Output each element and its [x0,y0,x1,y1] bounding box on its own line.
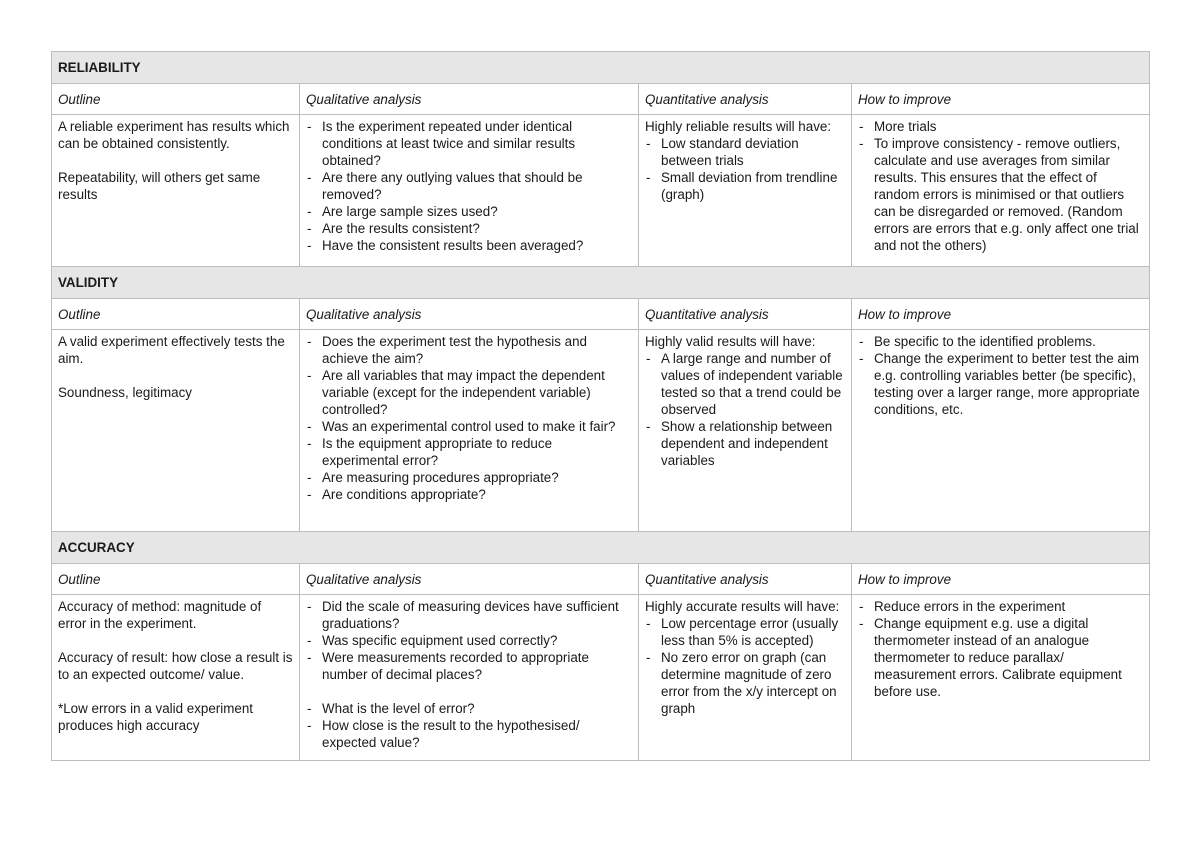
quantitative-intro: Highly reliable results will have: [645,119,832,134]
outline-paragraph: A valid experiment effectively tests the aim. [58,334,285,366]
outline-cell [52,330,300,532]
content-row [52,115,1150,267]
section-title: RELIABILITY [52,52,1150,84]
improve-cell [852,330,1150,532]
content-row [52,330,1150,532]
list-item: - Was an experimental control used to make it fair? [306,418,632,435]
column-header-row [52,299,1150,330]
list-item: - More trials [858,118,1143,135]
col-header-qualitative: Qualitative analysis [300,84,639,115]
qualitative-list [306,118,632,254]
list-item: - To improve consistency - remove outliers, calculate and use averages from similar results. This ensures that the effect of random errors is minimised or that outliers can be disregarded or removed. (Random errors are errors that e.g. only affect one trial and not the others) [858,135,1143,254]
list-item: - Were measurements recorded to appropriate number of decimal places? [306,649,632,683]
list-item: - Change equipment e.g. use a digital thermometer instead of an analogue thermometer to reduce parallax/ measurement errors. Calibrate equipment before use. [858,615,1143,700]
criteria-table [51,51,1150,761]
col-header-improve: How to improve [852,299,1150,330]
improve-list [858,118,1143,254]
qualitative-cell [300,115,639,267]
outline-paragraph: Repeatability, will others get same results [58,170,261,202]
outline-cell [52,115,300,267]
list-item: - Low percentage error (usually less than 5% is accepted) [645,615,845,649]
improve-list [858,598,1143,700]
col-header-outline: Outline [52,564,300,595]
col-header-qualitative: Qualitative analysis [300,299,639,330]
list-item: - Are large sample sizes used? [306,203,632,220]
outline-paragraph: A reliable experiment has results which can be obtained consistently. [58,119,290,151]
col-header-outline: Outline [52,299,300,330]
list-item: - Does the experiment test the hypothesis and achieve the aim? [306,333,632,367]
qualitative-list [306,598,632,751]
section-title: VALIDITY [52,267,1150,299]
quantitative-intro: Highly accurate results will have: [645,599,840,614]
outline-paragraph: Soundness, legitimacy [58,385,192,400]
improve-cell [852,595,1150,761]
list-item: - Are measuring procedures appropriate? [306,469,632,486]
list-item: - Small deviation from trendline (graph) [645,169,845,203]
section-header-row [52,52,1150,84]
list-item: - No zero error on graph (can determine magnitude of zero error from the x/y intercept on graph [645,649,845,717]
section-header-row [52,532,1150,564]
list-item: - Is the equipment appropriate to reduce experimental error? [306,435,632,469]
list-item: - Reduce errors in the experiment [858,598,1143,615]
content-row [52,595,1150,761]
qualitative-cell [300,595,639,761]
quantitative-cell [639,330,852,532]
quantitative-intro: Highly valid results will have: [645,334,816,349]
col-header-qualitative: Qualitative analysis [300,564,639,595]
outline-cell [52,595,300,761]
qualitative-list [306,333,632,503]
list-item: - What is the level of error? [306,700,632,717]
quantitative-cell [639,595,852,761]
col-header-outline: Outline [52,84,300,115]
list-item: - Change the experiment to better test the aim e.g. controlling variables better (be specific), testing over a larger range, more appropriate conditions, etc. [858,350,1143,418]
quantitative-list [645,135,845,203]
list-item: - Show a relationship between dependent and independent variables [645,418,845,469]
list-item: - Be specific to the identified problems. [858,333,1143,350]
quantitative-list [645,615,845,717]
col-header-quantitative: Quantitative analysis [639,84,852,115]
col-header-improve: How to improve [852,84,1150,115]
section-header-row [52,267,1150,299]
list-item: - Did the scale of measuring devices have sufficient graduations? [306,598,632,632]
list-item: - A large range and number of values of independent variable tested so that a trend could be observed [645,350,845,418]
col-header-improve: How to improve [852,564,1150,595]
list-item: - Have the consistent results been averaged? [306,237,632,254]
list-item: - Are the results consistent? [306,220,632,237]
list-item: - Was specific equipment used correctly? [306,632,632,649]
list-item: - Are all variables that may impact the dependent variable (except for the independent variable) controlled? [306,367,632,418]
col-header-quantitative: Quantitative analysis [639,299,852,330]
list-item: - How close is the result to the hypothesised/ expected value? [306,717,632,751]
list-item: - Low standard deviation between trials [645,135,845,169]
improve-list [858,333,1143,418]
col-header-quantitative: Quantitative analysis [639,564,852,595]
outline-paragraph: Accuracy of result: how close a result is to an expected outcome/ value. [58,650,293,682]
improve-cell [852,115,1150,267]
column-header-row [52,84,1150,115]
quantitative-list [645,350,845,469]
list-item: - Are there any outlying values that should be removed? [306,169,632,203]
outline-paragraph: *Low errors in a valid experiment produces high accuracy [58,701,253,733]
outline-paragraph: Accuracy of method: magnitude of error in the experiment. [58,599,262,631]
qualitative-cell [300,330,639,532]
quantitative-cell [639,115,852,267]
list-item: - Is the experiment repeated under identical conditions at least twice and similar results obtained? [306,118,632,169]
column-header-row [52,564,1150,595]
list-item: - Are conditions appropriate? [306,486,632,503]
section-title: ACCURACY [52,532,1150,564]
